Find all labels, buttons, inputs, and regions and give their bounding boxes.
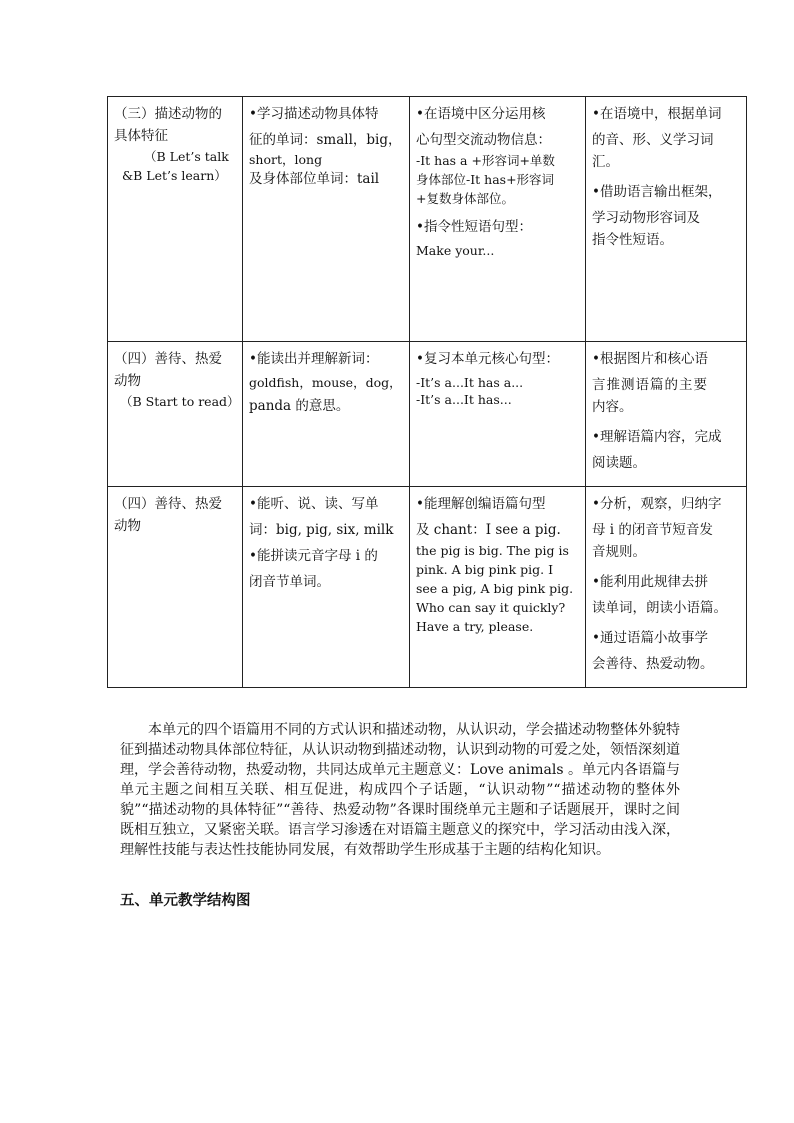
text-line: •理解语篇内容，完成: [592, 429, 722, 445]
stage-cell: [108, 487, 243, 688]
text-line: 及 chant：I see a pig.: [416, 522, 561, 538]
objective-cell: [243, 342, 410, 487]
stage-lesson-line: （B Start to read）: [120, 394, 240, 409]
section-heading: 五、单元教学结构图: [120, 893, 251, 909]
text-line: +复数身体部位。: [416, 191, 514, 206]
text-line: •能听、说、读、写单: [249, 496, 379, 512]
text-line: •复习本单元核心句型：: [416, 351, 559, 367]
stage-title-line: （三）描述动物的: [114, 106, 222, 122]
text-line: -It has a +形容词+单数: [416, 153, 555, 168]
stage-title-line: （四）善待、热爱: [114, 496, 222, 512]
stage-title-line: （四）善待、热爱: [114, 351, 222, 367]
text-line: panda 的意思。: [249, 398, 350, 414]
text-line: 母 i 的闭音节短音发: [592, 522, 713, 538]
text-line: 征的单词：small，big，: [249, 132, 402, 148]
text-line: 言推测语篇的主要: [592, 377, 708, 393]
text-line: 的音、形、义学习词: [592, 132, 714, 148]
text-line: 会善待、热爱动物。: [592, 656, 714, 672]
text-line: •能利用此规律去拼: [592, 574, 708, 590]
text-line: •分析，观察，归纳字: [592, 496, 722, 512]
text-line: the pig is big. The pig is: [416, 543, 569, 558]
pattern-cell: [410, 97, 586, 342]
text-line: 音规则。: [592, 544, 646, 560]
text-line: short，long: [249, 152, 323, 167]
text-line: •借助语言输出框架，: [592, 184, 722, 200]
pattern-cell: [410, 487, 586, 688]
table-row: [108, 487, 747, 688]
text-line: 汇。: [592, 154, 619, 170]
text-line: 学习动物形容词及: [592, 210, 700, 226]
text-line: •在语境中区分运用核: [416, 106, 546, 122]
stage-lesson-line: （B Let’s talk: [144, 149, 229, 164]
table-row: [108, 97, 747, 342]
text-line: •指令性短语句型：: [416, 219, 532, 235]
strategy-cell: [586, 487, 747, 688]
text-line: 闭音节单词。: [249, 574, 330, 590]
text-line: 及身体部位单词：tail: [249, 171, 380, 187]
text-line: 内容。: [592, 399, 633, 415]
text-line: •学习描述动物具体特: [249, 106, 379, 122]
text-line: see a pig, A big pink pig.: [416, 581, 574, 596]
stage-lesson-line: &B Let’s learn）: [122, 168, 227, 183]
text-line: -It’s a...It has...: [416, 392, 512, 407]
text-line: 读单词，朗读小语篇。: [592, 600, 727, 616]
text-line: •在语境中，根据单词: [592, 106, 722, 122]
stage-title-line: 动物: [114, 373, 141, 389]
stage-title-line: 具体特征: [114, 128, 168, 144]
table-row: [108, 342, 747, 487]
pattern-cell: [410, 342, 586, 487]
text-line: -It’s a...It has a...: [416, 375, 524, 390]
stage-title-line: 动物: [114, 518, 141, 534]
stage-cell: [108, 97, 243, 342]
strategy-cell: [586, 342, 747, 487]
text-line: 阅读题。: [592, 455, 646, 471]
strategy-cell: [586, 97, 747, 342]
text-line: 身体部位-It has+形容词: [416, 172, 555, 187]
text-line: •根据图片和核心语: [592, 351, 708, 367]
text-line: Who can say it quickly?: [416, 600, 566, 615]
text-line: 指令性短语。: [592, 232, 673, 248]
text-line: •能理解创编语篇句型: [416, 496, 546, 512]
text-line: pink. A big pink pig. I: [416, 562, 554, 577]
text-line: 心句型交流动物信息：: [416, 132, 551, 148]
objective-cell: [243, 97, 410, 342]
text-line: •通过语篇小故事学: [592, 630, 708, 646]
unit-summary-paragraph: 本单元的四个语篇用不同的方式认识和描述动物，从认识动，学会描述动物整体外貌特征到描述动物具体部位特征，从认识动物到描述动物，认识到动物的可爱之处，领悟深刻道理，学会善待动物，热爱动物，共同达成单元主题意义：Love animals 。单元内各语篇与单元主题之间相互关联、相互促进，构成四个子话题，“认识动物”“描述动物的整体外貌”“描述动物的具体特征”“善待、热爱动物”各课时围绕单元主题和子话题展开，课时之间既相互独立，又紧密关联。语言学习渗透在对语篇主题意义的探究中，学习活动由浅入深，理解性技能与表达性技能协同发展，有效帮助学生形成基于主题的结构化知识。: [120, 722, 680, 858]
text-line: 词：big, pig, six, milk: [249, 522, 394, 538]
stage-cell: [108, 342, 243, 487]
text-line: •能拼读元音字母 i 的: [249, 548, 378, 564]
text-line: goldfish，mouse，dog，: [249, 375, 402, 390]
text-line: Make your...: [416, 243, 495, 258]
unit-plan-table: [107, 96, 747, 688]
objective-cell: [243, 487, 410, 688]
text-line: •能读出并理解新词：: [249, 351, 379, 367]
text-line: Have a try, please.: [416, 619, 534, 634]
